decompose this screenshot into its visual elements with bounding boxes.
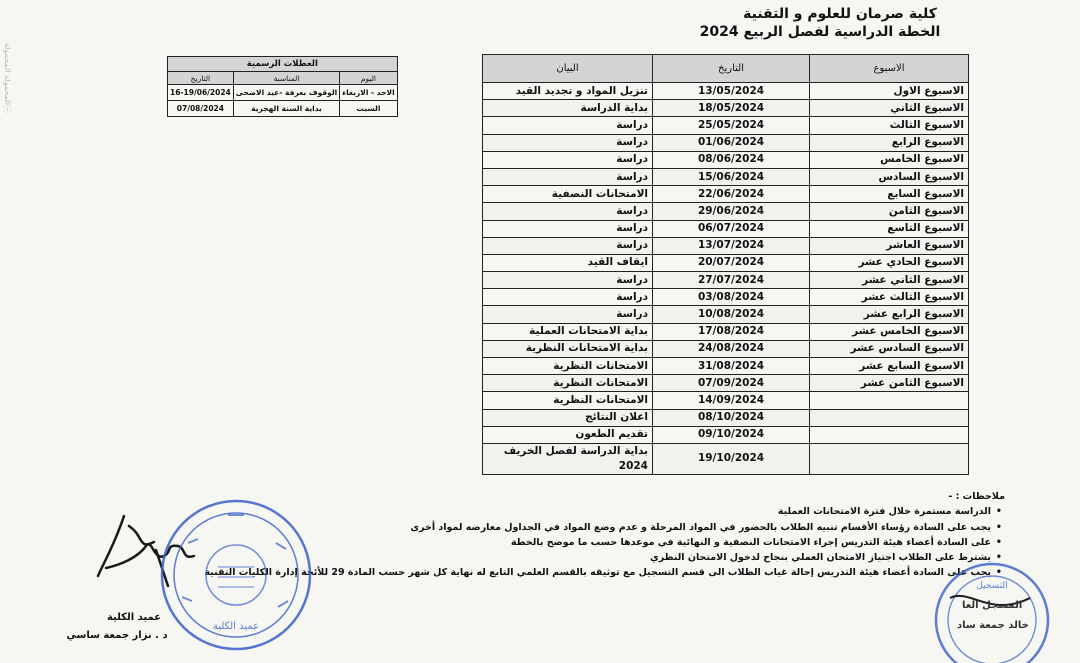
college-stamp: [158, 497, 314, 653]
date-cell: 22/06/2024: [653, 186, 810, 203]
description-cell: دراسة: [483, 289, 653, 306]
week-cell: الاسبوع السابع عشر: [810, 358, 969, 375]
description-cell: بداية الدراسة: [483, 100, 653, 117]
holiday-occasion: بداية السنة الهجرية: [233, 101, 339, 117]
description-cell: الامتحانات النصفية: [483, 186, 653, 203]
notes-list: [204, 504, 1005, 580]
table-row: [483, 203, 969, 220]
table-row: [483, 237, 969, 254]
dean-title: عميد الكلية: [106, 612, 162, 623]
description-cell: دراسة: [483, 151, 653, 168]
holiday-date: 07/08/2024: [168, 101, 234, 117]
description-cell: دراسة: [483, 168, 653, 185]
week-cell: الاسبوع التاسع: [810, 220, 969, 237]
date-cell: 01/06/2024: [653, 134, 810, 151]
week-cell: [810, 426, 969, 443]
holidays-header-date: التاريخ: [168, 72, 234, 85]
table-row: [483, 186, 969, 203]
registrar-title: المسجل العا: [962, 600, 1023, 611]
date-cell: 24/08/2024: [653, 340, 810, 357]
description-cell: ايقاف القيد: [483, 254, 653, 271]
date-cell: 29/06/2024: [653, 203, 810, 220]
week-cell: الاسبوع السادس عشر: [810, 340, 969, 357]
table-row: [483, 83, 969, 100]
table-row: [483, 272, 969, 289]
holiday-day: الاحد - الاربعاء: [340, 85, 397, 101]
date-cell: 27/07/2024: [653, 272, 810, 289]
table-row: [483, 168, 969, 185]
header-description: البيان: [483, 55, 653, 83]
description-cell: دراسة: [483, 306, 653, 323]
week-cell: الاسبوع الثاني عشر: [810, 272, 969, 289]
date-cell: 13/05/2024: [653, 83, 810, 100]
study-plan-table: [482, 54, 969, 475]
holidays-header-occasion: المناسبة: [233, 72, 339, 85]
college-name: كلية صرمان للعلوم و التقنية: [743, 6, 937, 22]
date-cell: 07/09/2024: [653, 375, 810, 392]
table-row: [483, 100, 969, 117]
holidays-title: العطلات الرسمية: [168, 57, 398, 72]
date-cell: 10/08/2024: [653, 306, 810, 323]
note-item: • الدراسة مستمرة خلال فترة الامتحانات العملية: [420, 504, 991, 519]
table-row: [483, 306, 969, 323]
table-row: [483, 409, 969, 426]
holiday-occasion: الوقوف بعرفة -عيد الاضحى: [233, 85, 339, 101]
note-item: • يجب على السادة أعضاء هيئة التدريس إحالة غياب الطلاب الى قسم التسجيل مع توثيقه بالقسم العلمي التابع له نهاية كل شهر حسب المادة 29 للأئحة إدارة الكليات التقنية: [420, 565, 991, 580]
date-cell: 18/05/2024: [653, 100, 810, 117]
week-cell: الاسبوع الثاني: [810, 100, 969, 117]
description-cell: دراسة: [483, 272, 653, 289]
dean-name: د . نزار جمعة ساسي: [66, 630, 168, 641]
registrar-name: خالد جمعة ساد: [957, 620, 1029, 631]
table-row: [483, 134, 969, 151]
table-row: [483, 254, 969, 271]
date-cell: 03/08/2024: [653, 289, 810, 306]
week-cell: الاسبوع العاشر: [810, 237, 969, 254]
note-item: • على السادة أعضاء هيئة التدريس إجراء الامتحانات النصفية و النهائية في موعدها حسب ما موضح بالخطة: [420, 535, 991, 550]
date-cell: 20/07/2024: [653, 254, 810, 271]
holiday-row: [168, 85, 398, 101]
description-cell: تنزيل المواد و تجديد القيد: [483, 83, 653, 100]
holiday-row: [168, 101, 398, 117]
date-cell: 19/10/2024: [653, 443, 810, 474]
description-cell: دراسة: [483, 117, 653, 134]
week-cell: الاسبوع السادس: [810, 168, 969, 185]
date-cell: 13/07/2024: [653, 237, 810, 254]
date-cell: 25/05/2024: [653, 117, 810, 134]
date-cell: 08/10/2024: [653, 409, 810, 426]
date-cell: 08/06/2024: [653, 151, 810, 168]
week-cell: الاسبوع الحادي عشر: [810, 254, 969, 271]
description-cell: بداية الامتحانات النظرية: [483, 340, 653, 357]
date-cell: 09/10/2024: [653, 426, 810, 443]
table-row: [483, 375, 969, 392]
description-cell: الامتحانات النظرية: [483, 375, 653, 392]
week-cell: الاسبوع الثالث: [810, 117, 969, 134]
description-cell: اعلان النتائج: [483, 409, 653, 426]
date-cell: 06/07/2024: [653, 220, 810, 237]
table-row: [483, 340, 969, 357]
note-item: • يجب على السادة رؤساء الأقسام تنبيه الطلاب بالحضور في المواد المرحلة و عدم وضع المواد في الجداول معارضه لمواد أخرى: [420, 520, 991, 535]
week-cell: الاسبوع السابع: [810, 186, 969, 203]
table-row: [483, 151, 969, 168]
description-cell: بداية الدراسة لفصل الخريف 2024: [483, 443, 653, 474]
date-cell: 17/08/2024: [653, 323, 810, 340]
stamp-left-label: عميد الكلية: [212, 621, 260, 632]
table-row: [483, 392, 969, 409]
holiday-day: السبت: [340, 101, 397, 117]
week-cell: الاسبوع الرابع: [810, 134, 969, 151]
week-cell: الاسبوع الثامن: [810, 203, 969, 220]
week-cell: الاسبوع الثامن عشر: [810, 375, 969, 392]
week-cell: الاسبوع الخامس عشر: [810, 323, 969, 340]
stamp-right-label: التسجيل: [976, 581, 1008, 591]
description-cell: الامتحانات النظرية: [483, 392, 653, 409]
holiday-date: 16-19/06/2024: [168, 85, 234, 101]
week-cell: [810, 392, 969, 409]
date-cell: 31/08/2024: [653, 358, 810, 375]
holidays-table: [167, 56, 398, 117]
table-row: [483, 117, 969, 134]
table-row: [483, 323, 969, 340]
table-row: [483, 289, 969, 306]
week-cell: [810, 409, 969, 426]
plan-title: الخطة الدراسية لفصل الربيع 2024: [699, 24, 941, 40]
table-row: [483, 443, 969, 474]
note-item: • يشترط على الطلاب اجتياز الامتحان العملي بنجاح لدخول الامتحان النظري: [420, 550, 991, 565]
week-cell: الاسبوع الرابع عشر: [810, 306, 969, 323]
description-cell: دراسة: [483, 220, 653, 237]
notes-section: [204, 489, 1005, 581]
date-cell: 15/06/2024: [653, 168, 810, 185]
week-cell: الاسبوع الخامس: [810, 151, 969, 168]
header-date: التاريخ: [653, 55, 810, 83]
table-row: [483, 358, 969, 375]
description-cell: بداية الامتحانات العملية: [483, 323, 653, 340]
description-cell: دراسة: [483, 203, 653, 220]
description-cell: الامتحانات النظرية: [483, 358, 653, 375]
notes-heading: ملاحظات : -: [948, 491, 1005, 502]
table-row: [483, 220, 969, 237]
date-cell: 14/09/2024: [653, 392, 810, 409]
week-cell: الاسبوع الاول: [810, 83, 969, 100]
description-cell: تقديم الطعون: [483, 426, 653, 443]
week-cell: الاسبوع الثالث عشر: [810, 289, 969, 306]
description-cell: دراسة: [483, 237, 653, 254]
header-week: الاسبوع: [810, 55, 969, 83]
table-row: [483, 426, 969, 443]
description-cell: دراسة: [483, 134, 653, 151]
side-watermark: المحمولة المحمولة ‏ⓘ: [3, 40, 12, 113]
week-cell: [810, 443, 969, 474]
holidays-header-day: اليوم: [340, 72, 397, 85]
